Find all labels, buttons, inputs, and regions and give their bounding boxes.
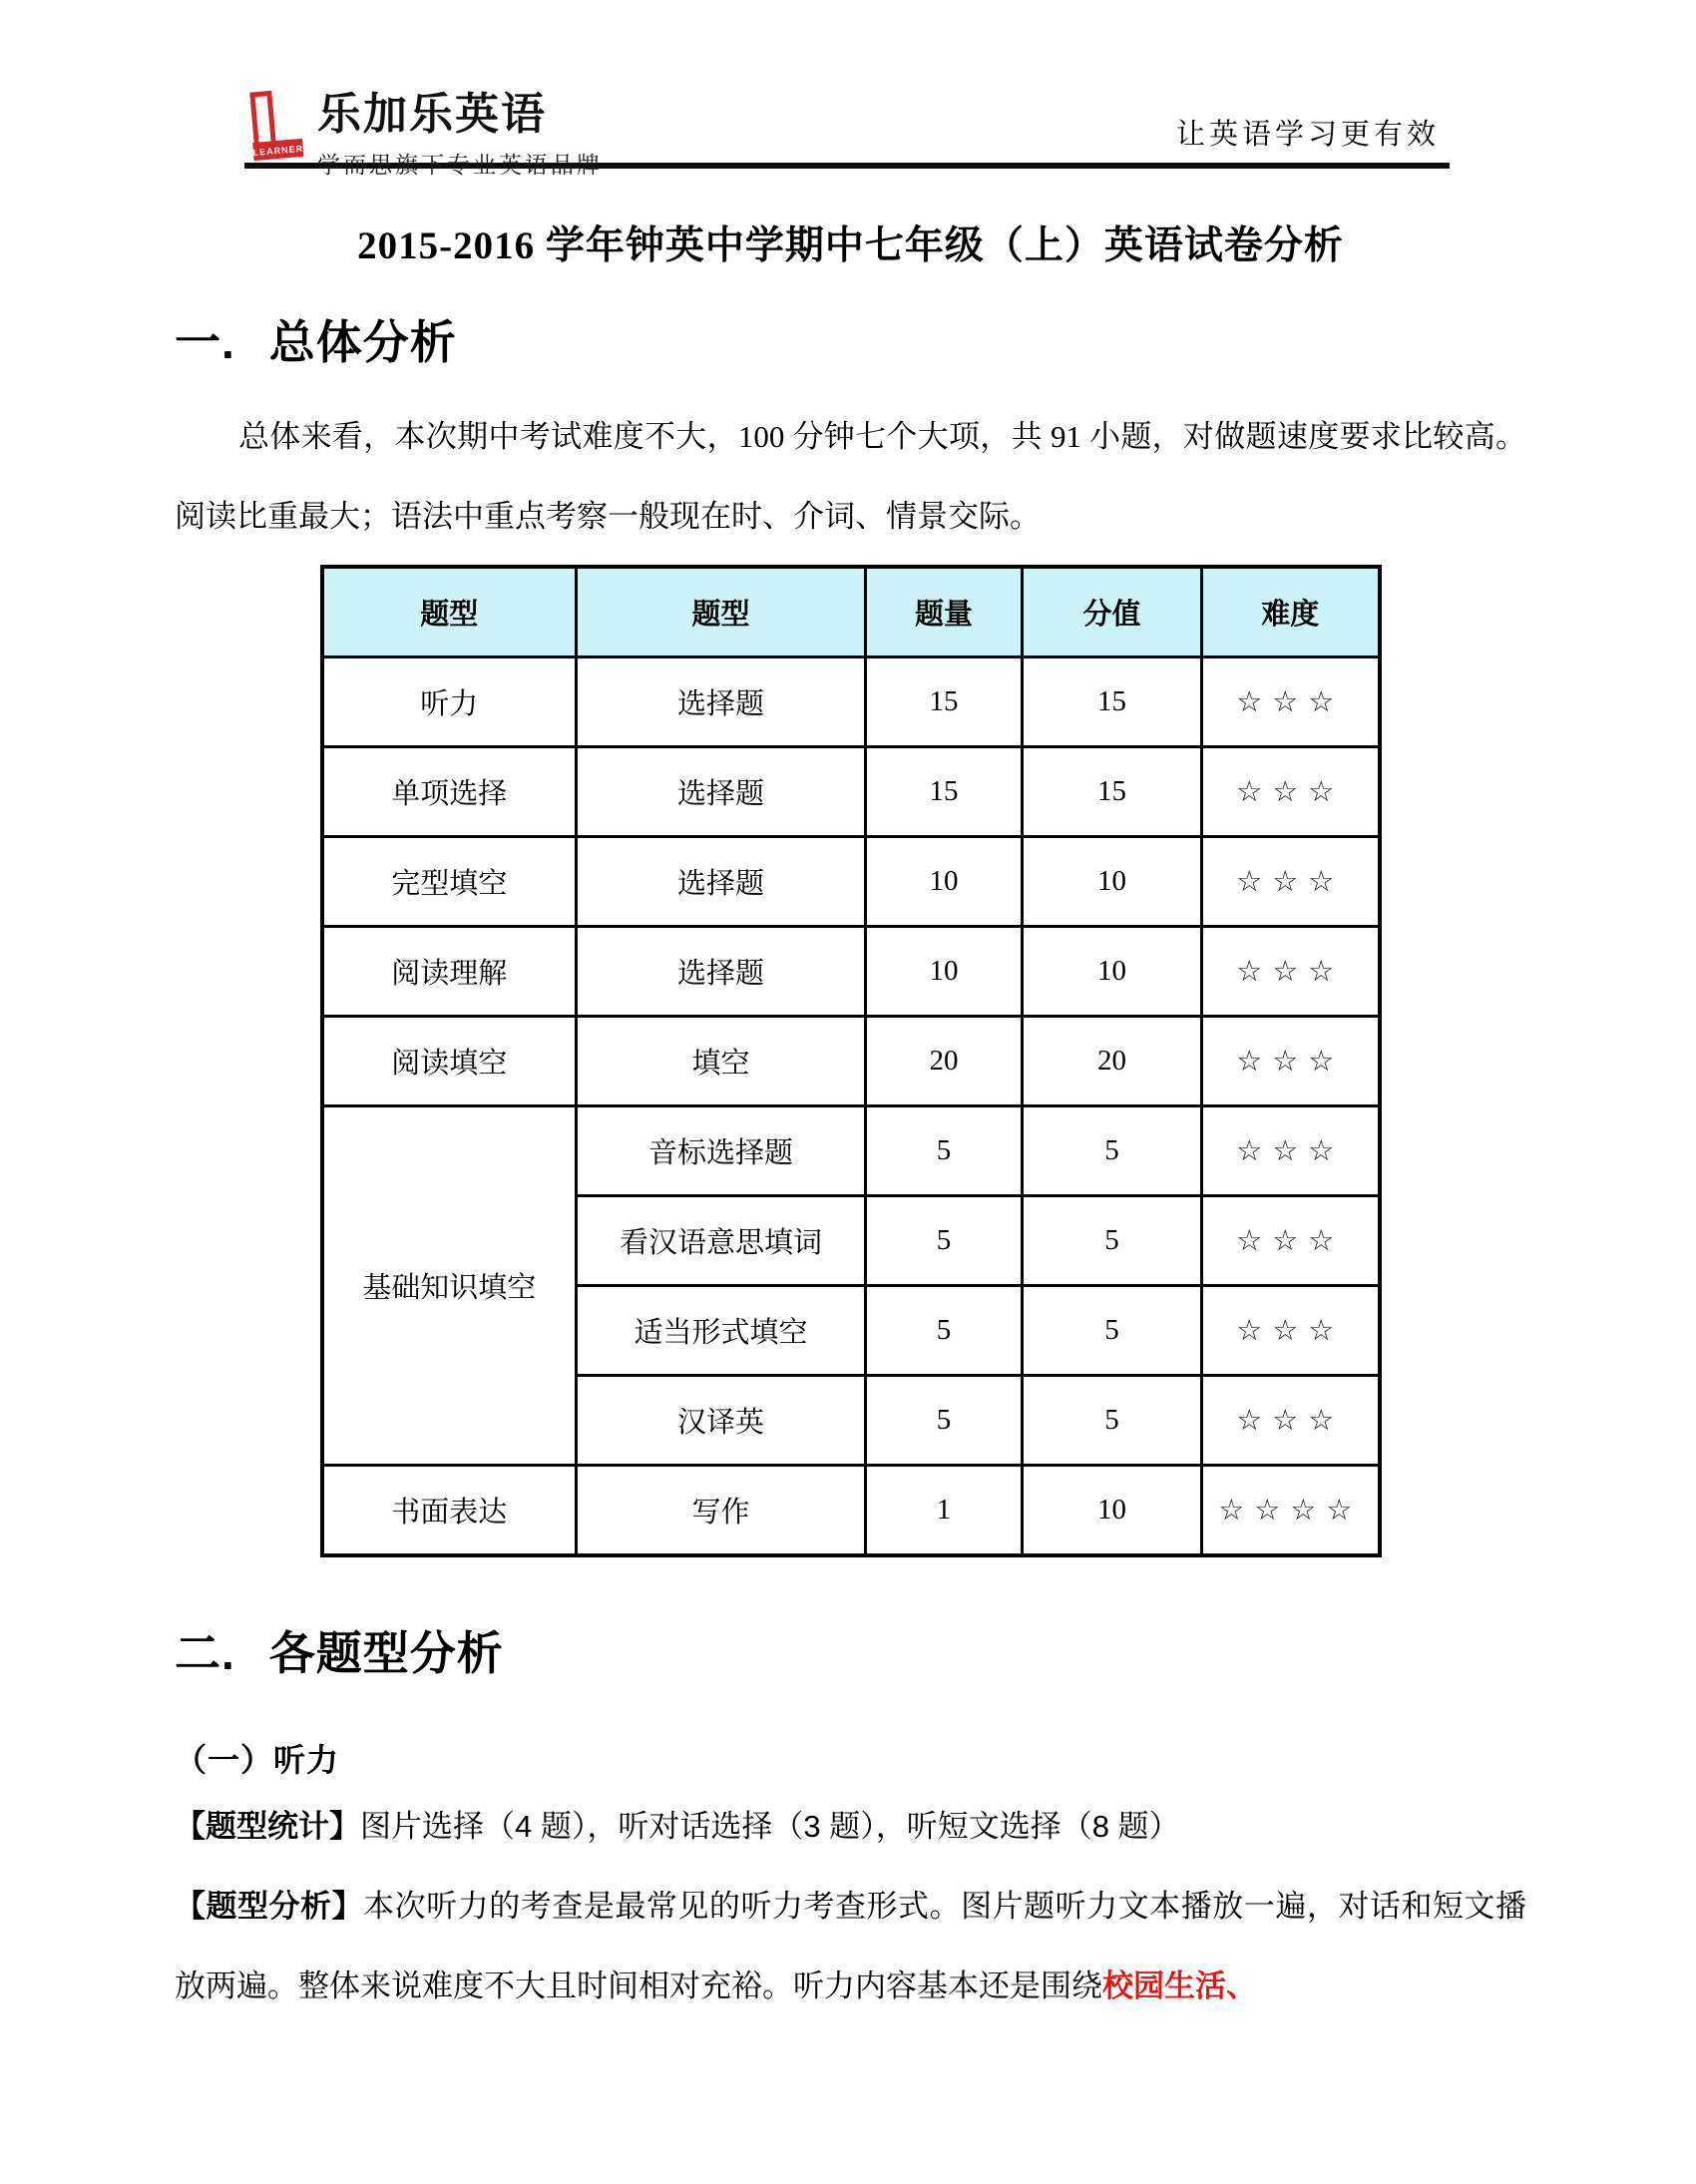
brand-subtitle: 学而思旗下专业英语品牌: [317, 152, 603, 179]
cell-count: 5: [866, 1375, 1023, 1465]
cell-qtype: 汉译英: [577, 1375, 866, 1465]
cell-qtype: 写作: [577, 1465, 866, 1555]
logo-badge-text: LEARNER: [252, 143, 304, 159]
brand-text-block: [317, 92, 603, 180]
question-type-table: [320, 565, 1382, 1557]
cell-count: 5: [866, 1105, 1023, 1195]
cell-count: 5: [866, 1195, 1023, 1285]
cell-category: 完型填空: [322, 836, 577, 926]
cell-score: 15: [1023, 746, 1202, 836]
cell-category: 阅读理解: [322, 926, 577, 1016]
overall-paragraph: 总体来看，本次期中考试难度不大，100 分钟七个大项，共 91 小题，对做题速度要求比较高。阅读比重最大；语法中重点考察一般现在时、介词、情景交际。: [175, 419, 1526, 534]
analysis-highlight-red: 校园生活、: [1102, 1967, 1257, 2003]
cell-count: 20: [866, 1016, 1023, 1105]
stat-label: 【题型统计】: [175, 1808, 360, 1844]
table-row: [322, 1105, 1380, 1195]
cell-score: 5: [1023, 1285, 1202, 1375]
cell-score: 10: [1023, 1465, 1202, 1555]
table-row: [322, 836, 1380, 926]
cell-qtype: 适当形式填空: [577, 1285, 866, 1375]
page-header: [0, 0, 1696, 179]
cell-difficulty-stars: ☆☆☆: [1202, 926, 1380, 1016]
column-header-count: 题量: [866, 567, 1023, 657]
cell-difficulty-stars: ☆☆☆☆: [1202, 1465, 1380, 1555]
section-number: 二.: [175, 1626, 235, 1679]
brand-name: 乐加乐英语: [317, 90, 547, 139]
cell-difficulty-stars: ☆☆☆: [1202, 1016, 1380, 1105]
cell-score: 15: [1023, 656, 1202, 746]
table-row: [322, 926, 1380, 1016]
cell-score: 5: [1023, 1195, 1202, 1285]
cell-score: 5: [1023, 1375, 1202, 1465]
analysis-text: 本次听力的考查是最常见的听力考查形式。图片题听力文本播放一遍，对话和短文播放两遍。整体来说难度不大且时间相对充裕。听力内容基本还是围绕: [175, 1888, 1527, 2003]
cell-count: 10: [866, 926, 1023, 1016]
section-overall-heading: [175, 306, 1526, 372]
cell-score: 10: [1023, 926, 1202, 1016]
table-row: [322, 656, 1380, 746]
cell-count: 5: [866, 1285, 1023, 1375]
cell-score: 5: [1023, 1105, 1202, 1195]
cell-difficulty-stars: ☆☆☆: [1202, 1375, 1380, 1465]
cell-category: 听力: [322, 656, 577, 746]
stat-text: 图片选择（4 题），听对话选择（3 题），听短文选择（8 题）: [360, 1808, 1180, 1844]
cell-score: 20: [1023, 1016, 1202, 1105]
column-header-score: 分值: [1023, 567, 1202, 657]
column-header-qtype: 题型: [577, 567, 866, 657]
cell-category: 阅读填空: [322, 1016, 577, 1105]
cell-category: 书面表达: [322, 1465, 577, 1555]
listening-subheading: （一）听力: [175, 1741, 340, 1778]
question-stat-line: [175, 1787, 1526, 1867]
cell-count: 15: [866, 746, 1023, 836]
cell-count: 15: [866, 656, 1023, 746]
table-row: [322, 746, 1380, 836]
cell-qtype: 选择题: [577, 656, 866, 746]
brand-l-icon: [246, 90, 306, 168]
section-heading-text: 各题型分析: [268, 1626, 504, 1679]
cell-qtype: 音标选择题: [577, 1105, 866, 1195]
column-header-category: 题型: [322, 567, 577, 657]
cell-difficulty-stars: ☆☆☆: [1202, 1195, 1380, 1285]
analysis-label: 【题型分析】: [175, 1888, 364, 1924]
table-row: [322, 1016, 1380, 1105]
cell-category-merged: 基础知识填空: [322, 1105, 577, 1465]
section-heading-text: 总体分析: [268, 316, 457, 368]
header-tagline: 让英语学习更有效: [1175, 119, 1440, 151]
question-analysis-paragraph: [175, 1867, 1526, 2026]
cell-qtype: 填空: [577, 1016, 866, 1105]
cell-difficulty-stars: ☆☆☆: [1202, 1285, 1380, 1375]
column-header-difficulty: 难度: [1202, 567, 1380, 657]
table-header-row: [322, 567, 1380, 657]
cell-qtype: 选择题: [577, 746, 866, 836]
section-number: 一.: [175, 316, 235, 368]
cell-count: 1: [866, 1465, 1023, 1555]
cell-score: 10: [1023, 836, 1202, 926]
section-by-type-heading: [175, 1617, 1526, 1683]
cell-qtype: 选择题: [577, 836, 866, 926]
page-title: 2015-2016 学年钟英中学期中七年级（上）英语试卷分析: [357, 224, 1344, 267]
cell-qtype: 选择题: [577, 926, 866, 1016]
document-content: [0, 215, 1696, 2026]
table-row: [322, 1465, 1380, 1555]
cell-difficulty-stars: ☆☆☆: [1202, 836, 1380, 926]
l-shape-icon: [246, 90, 306, 168]
cell-difficulty-stars: ☆☆☆: [1202, 656, 1380, 746]
cell-category: 单项选择: [322, 746, 577, 836]
cell-count: 10: [866, 836, 1023, 926]
cell-difficulty-stars: ☆☆☆: [1202, 1105, 1380, 1195]
cell-difficulty-stars: ☆☆☆: [1202, 746, 1380, 836]
cell-qtype: 看汉语意思填词: [577, 1195, 866, 1285]
